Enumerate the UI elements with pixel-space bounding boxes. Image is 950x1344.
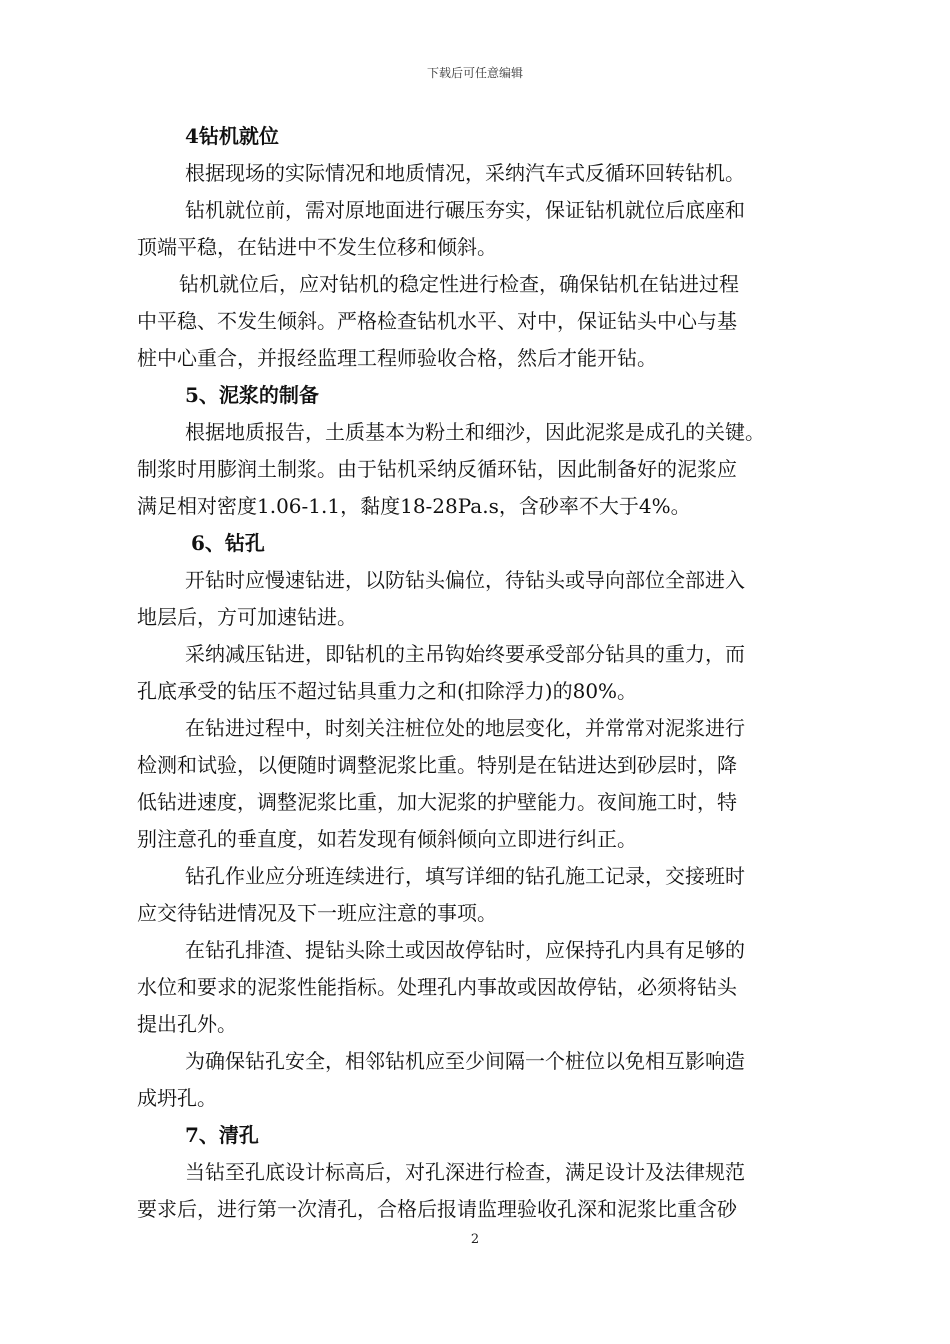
paragraph-line: 钻机就位前，需对原地面进行碾压夯实，保证钻机就位后底座和 [185, 198, 745, 222]
paragraph-line: 钻孔作业应分班连续进行，填写详细的钻孔施工记录，交接班时 [185, 864, 745, 888]
paragraph-line: 别注意孔的垂直度，如若发现有倾斜倾向立即进行纠正。 [137, 827, 637, 851]
paragraph-line: 地层后，方可加速钻进。 [137, 605, 357, 629]
section-heading: 5、泥浆的制备 [185, 383, 319, 407]
page-header: 下载后可任意编辑 [426, 66, 523, 80]
paragraph-line: 当钻至孔底设计标高后，对孔深进行检查，满足设计及法律规范 [185, 1160, 745, 1184]
section-heading: 7、清孔 [185, 1123, 259, 1147]
paragraph-line: 低钻进速度，调整泥浆比重，加大泥浆的护壁能力。夜间施工时，特 [137, 790, 737, 814]
paragraph-line: 成坍孔。 [137, 1086, 217, 1110]
section-heading: 6、钻孔 [191, 531, 265, 555]
paragraph-line: 提出孔外。 [137, 1012, 237, 1036]
paragraph-line: 为确保钻孔安全，相邻钻机应至少间隔一个桩位以免相互影响造 [185, 1049, 745, 1073]
paragraph-line: 根据现场的实际情况和地质情况，采纳汽车式反循环回转钻机。 [185, 161, 745, 185]
paragraph-line: 钻机就位后，应对钻机的稳定性进行检查，确保钻机在钻进过程 [179, 272, 739, 296]
paragraph-line: 在钻进过程中，时刻关注桩位处的地层变化，并常常对泥浆进行 [185, 716, 745, 740]
section-heading: 4钻机就位 [185, 124, 279, 148]
paragraph-line: 应交待钻进情况及下一班应注意的事项。 [137, 901, 497, 925]
paragraph-line: 水位和要求的泥浆性能指标。处理孔内事故或因故停钻，必须将钻头 [137, 975, 737, 999]
paragraph-line: 顶端平稳，在钻进中不发生位移和倾斜。 [137, 235, 497, 259]
page-number: 2 [470, 1232, 480, 1247]
paragraph-line: 根据地质报告，土质基本为粉土和细沙，因此泥浆是成孔的关键。 [185, 420, 765, 444]
paragraph-line: 在钻孔排渣、提钻头除土或因故停钻时，应保持孔内具有足够的 [185, 938, 745, 962]
paragraph-line: 孔底承受的钻压不超过钻具重力之和(扣除浮力)的80%。 [137, 679, 638, 703]
paragraph-line: 满足相对密度1.06-1.1，黏度18-28Pa.s，含砂率不大于4%。 [137, 494, 691, 518]
paragraph-line: 要求后，进行第一次清孔，合格后报请监理验收孔深和泥浆比重含砂 [137, 1197, 737, 1221]
paragraph-line: 检测和试验，以便随时调整泥浆比重。特别是在钻进达到砂层时，降 [137, 753, 737, 777]
paragraph-line: 桩中心重合，并报经监理工程师验收合格，然后才能开钻。 [137, 346, 657, 370]
paragraph-line: 制浆时用膨润土制浆。由于钻机采纳反循环钻，因此制备好的泥浆应 [137, 457, 737, 481]
paragraph-line: 开钻时应慢速钻进，以防钻头偏位，待钻头或导向部位全部进入 [185, 568, 745, 592]
paragraph-line: 采纳减压钻进，即钻机的主吊钩始终要承受部分钻具的重力，而 [185, 642, 745, 666]
paragraph-line: 中平稳、不发生倾斜。严格检查钻机水平、对中，保证钻头中心与基 [137, 309, 737, 333]
document-body [137, 118, 827, 1228]
